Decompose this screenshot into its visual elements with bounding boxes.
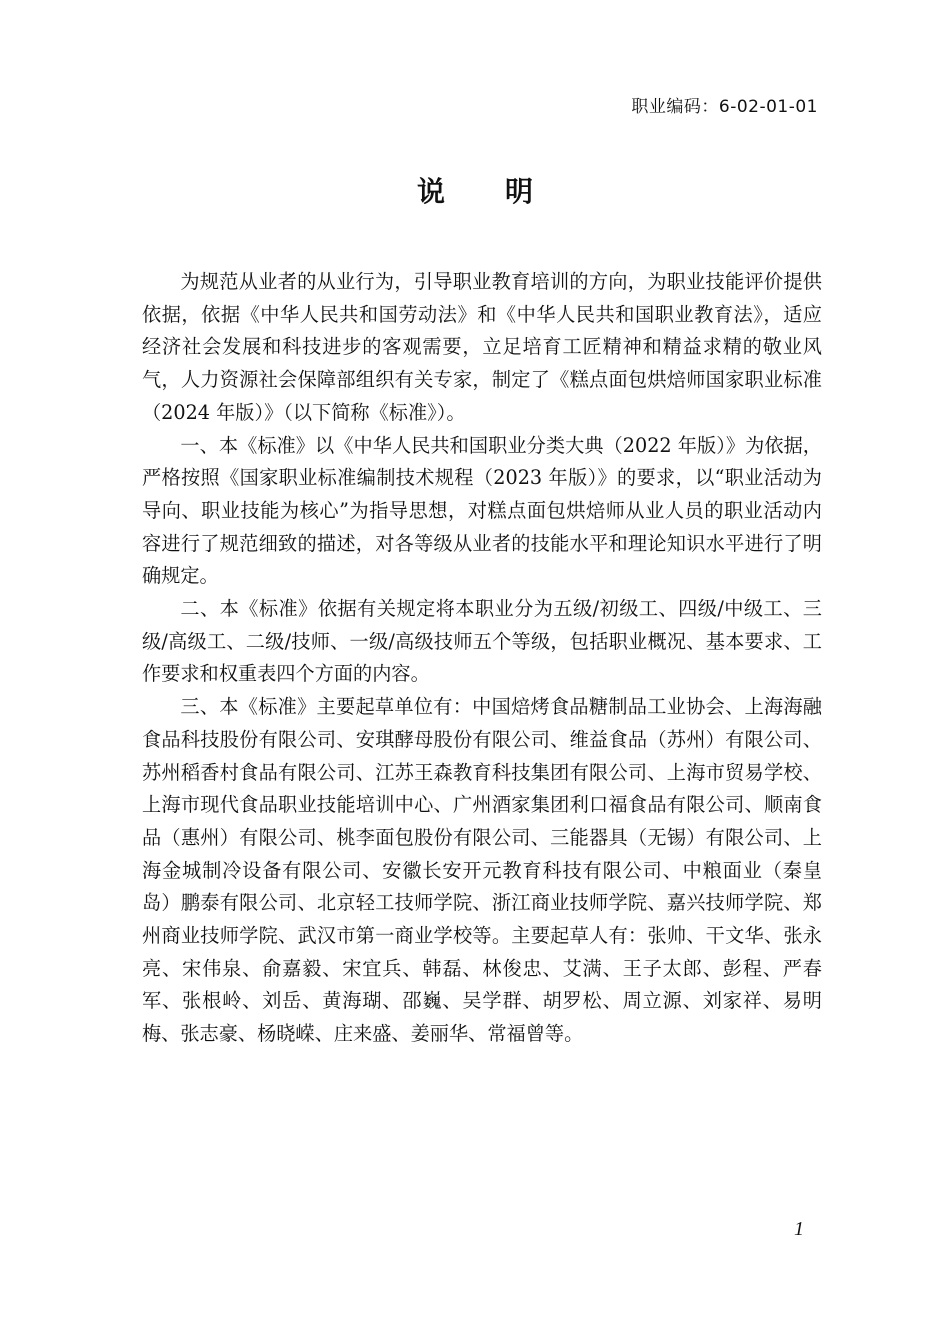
paragraph-item-3: 三、本《标准》主要起草单位有：中国焙烤食品糖制品工业协会、上海海融食品科技股份有限公司、安琪酵母股份有限公司、维益食品（苏州）有限公司、苏州稻香村食品有限公司、江苏王森教育科技集团有限公司、上海市贸易学校、上海市现代食品职业技能培训中心、广州酒家集团利口福食品有限公司、顺南食品（惠州）有限公司、桃李面包股份有限公司、三能器具（无锡）有限公司、上海金城制冷设备有限公司、安徽长安开元教育科技有限公司、中粮面业（秦皇岛）鹏泰有限公司、北京轻工技师学院、浙江商业技师学院、嘉兴技师学院、郑州商业技师学院、武汉市第一商业学校等。主要起草人有：张帅、干文华、张永亮、宋伟泉、俞嘉毅、宋宜兵、韩磊、林俊忠、艾满、王子太郎、彭程、严春军、张根岭、刘岳、黄海瑚、邵巍、吴学群、胡罗松、周立源、刘家祥、易明梅、张志豪、杨晓嵘、庄来盛、姜丽华、常福曾等。 (142, 695, 822, 1046)
paragraph-item-1: 一、本《标准》以《中华人民共和国职业分类大典（2022 年版）》为依据，严格按照《国家职业标准编制技术规程（2023 年版）》的要求，以“职业活动为导向、职业技能为核心”为指导思想，对糕点面包烘焙师从业人员的职业活动内容进行了规范细致的描述，对各等级从业者的技能水平和理论知识水平进行了明确规定。 (142, 433, 822, 588)
body-text (142, 266, 822, 1051)
page-title: 说明 (416, 175, 593, 208)
occupation-code: 职业编码：6-02-01-01 (631, 97, 818, 117)
paragraph-item-2: 二、本《标准》依据有关规定将本职业分为五级/初级工、四级/中级工、三级/高级工、二级/技师、一级/高级技师五个等级，包括职业概况、基本要求、工作要求和权重表四个方面的内容。 (142, 597, 822, 686)
paragraph-intro: 为规范从业者的从业行为，引导职业教育培训的方向，为职业技能评价提供依据，依据《中华人民共和国劳动法》和《中华人民共和国职业教育法》，适应经济社会发展和科技进步的客观需要，立足培育工匠精神和精益求精的敬业风气，人力资源社会保障部组织有关专家，制定了《糕点面包烘焙师国家职业标准（2024 年版）》（以下简称《标准》）。 (142, 270, 822, 424)
page-number: 1 (794, 1218, 804, 1240)
